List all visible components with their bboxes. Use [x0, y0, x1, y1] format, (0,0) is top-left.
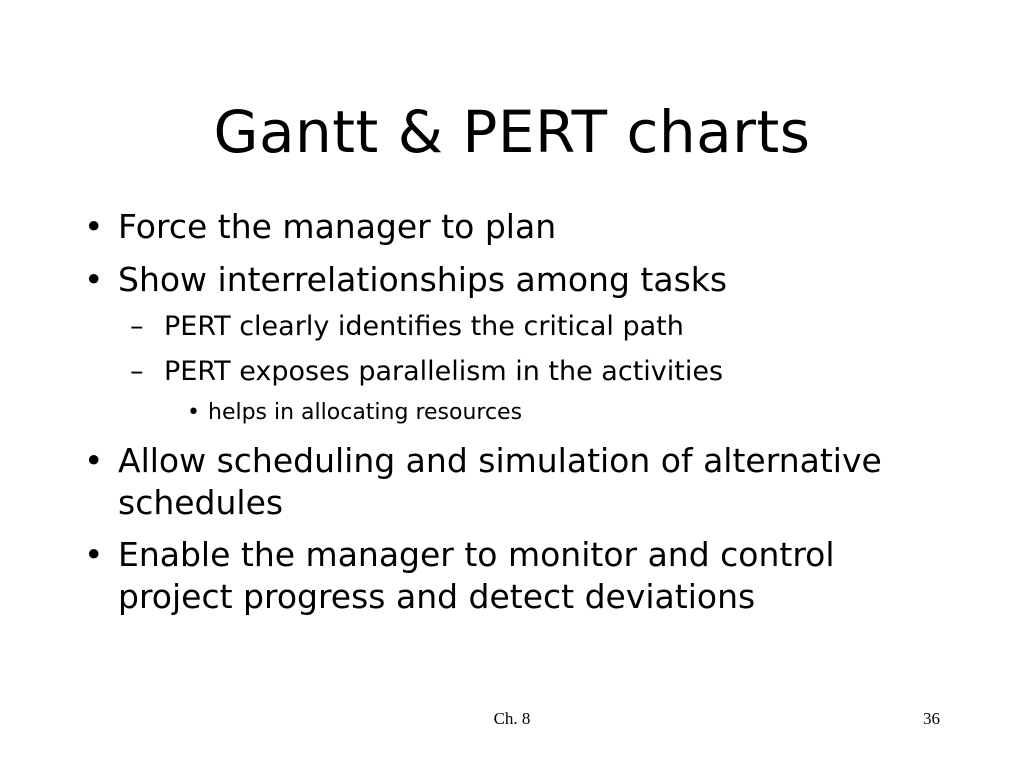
- bullet-text-line: Allow scheduling and simulation of alternative: [118, 441, 882, 480]
- bullet-text-line: schedules: [118, 483, 284, 522]
- dash-marker: –: [130, 356, 144, 387]
- sub-bullet-text: PERT clearly identifies the critical path: [164, 311, 684, 342]
- slide-title: Gantt & PERT charts: [213, 98, 811, 166]
- bullet-marker: •: [84, 207, 104, 246]
- bullet-text-line: Enable the manager to monitor and control: [118, 535, 835, 574]
- bullet-text: Force the manager to plan: [118, 207, 557, 246]
- bullet-marker: •: [84, 260, 104, 299]
- dash-marker: –: [130, 311, 144, 342]
- bullet-marker: •: [84, 535, 104, 574]
- bullet-text-line: project progress and detect deviations: [118, 577, 756, 616]
- sub-bullet-text: PERT exposes parallelism in the activities: [164, 356, 724, 387]
- bullet-marker: •: [84, 441, 104, 480]
- bullet-text: Show interrelationships among tasks: [118, 260, 728, 299]
- footer-page-number: 36: [923, 709, 940, 728]
- sub-sub-bullet-text: helps in allocating resources: [208, 400, 523, 425]
- bullet-marker: •: [187, 400, 200, 425]
- footer-chapter: Ch. 8: [493, 709, 531, 728]
